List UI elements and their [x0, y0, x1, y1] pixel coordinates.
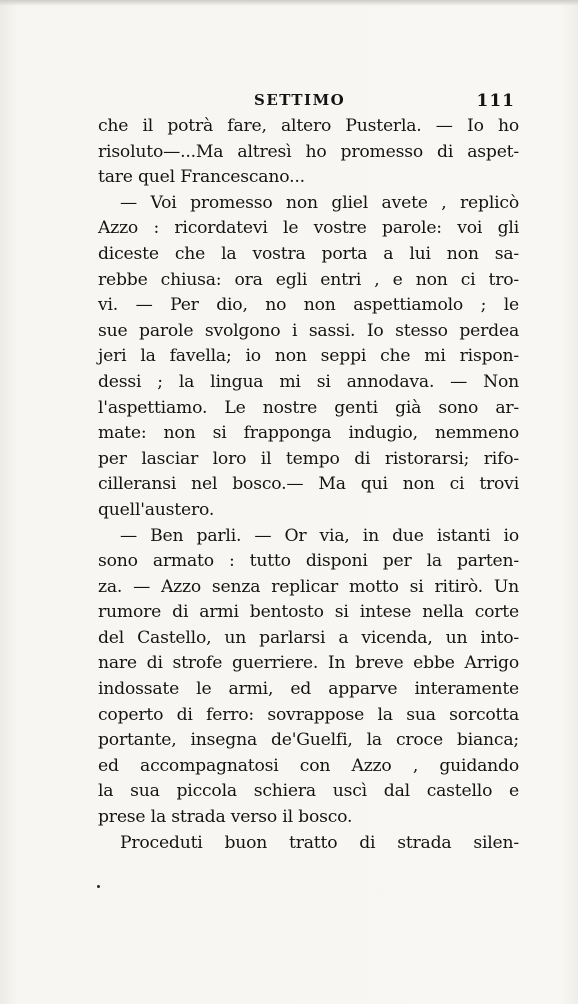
text-line: sue parole svolgono i sassi. Io stesso perdea: [98, 320, 519, 341]
text-line: diceste che la vostra porta a lui non sa-: [98, 243, 519, 264]
text-line: del Castello, un parlarsi a vicenda, un into-: [98, 627, 519, 648]
text-line: portante, insegna de'Guelfi, la croce bianca;: [98, 730, 519, 751]
text-line: ed accompagnatosi con Azzo , guidando: [98, 755, 519, 776]
text-line: tare quel Francescano...: [98, 167, 305, 188]
text-line: za. — Azzo senza replicar motto si ritirò. Un: [98, 576, 519, 597]
page-top-edge: [0, 0, 578, 6]
page-header: [100, 91, 515, 113]
text-line: quell'austero.: [98, 499, 215, 520]
text-line: vi. — Per dio, no non aspettiamolo ; le: [98, 295, 519, 316]
text-line: prese la strada verso il bosco.: [98, 807, 353, 828]
text-line: l'aspettiamo. Le nostre genti già sono ar-: [98, 397, 519, 418]
text-line: cilleransi nel bosco.— Ma qui non ci trovi: [98, 474, 519, 495]
running-head: SETTIMO: [254, 91, 346, 109]
text-line: la sua piccola schiera uscì dal castello e: [98, 781, 519, 802]
text-line: indossate le armi, ed apparve interamente: [98, 679, 519, 700]
text-line: che il potrà fare, altero Pusterla. — Io ho: [98, 116, 519, 136]
text-line: per lasciar loro il tempo di ristorarsi; rifo-: [98, 448, 519, 469]
text-line: rebbe chiusa: ora egli entri , e non ci tro-: [98, 269, 519, 290]
page-number: 111: [476, 91, 515, 111]
text-line: — Voi promesso non gliel avete , replicò: [120, 192, 519, 213]
text-line: nare di strofe guerriere. In breve ebbe Arrigo: [98, 653, 519, 674]
text-line: rumore di armi bentosto si intese nella corte: [98, 602, 519, 623]
text-line: mate: non si frapponga indugio, nemmeno: [98, 423, 519, 444]
text-line: risoluto—...Ma altresì ho promesso di aspet-: [98, 141, 519, 162]
body-text: [98, 114, 519, 856]
text-line: Proceduti buon tratto di strada silen-: [120, 832, 519, 853]
text-line: jeri la favella; io non seppi che mi rispon-: [98, 346, 519, 367]
text-line: coperto di ferro: sovrappose la sua sorcotta: [98, 704, 519, 725]
ink-speck: [97, 885, 100, 888]
text-line: Azzo : ricordatevi le vostre parole: voi gli: [98, 218, 519, 239]
text-line: — Ben parli. — Or via, in due istanti io: [120, 525, 519, 546]
text-line: dessi ; la lingua mi si annodava. — Non: [98, 371, 519, 392]
text-line: sono armato : tutto disponi per la parten-: [98, 551, 519, 572]
